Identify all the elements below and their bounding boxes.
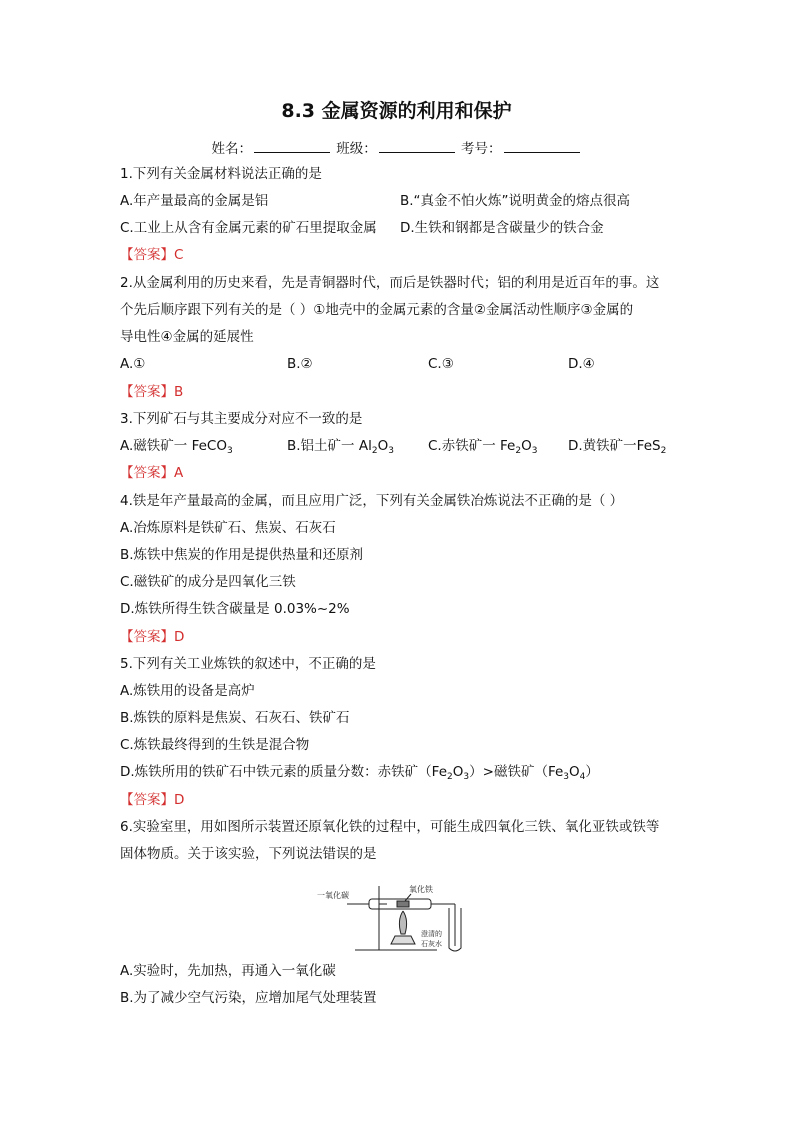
q1-option-c: C.工业上从含有金属元素的矿石里提取金属: [120, 220, 377, 236]
q2-stem-line1: 2.从金属利用的历史来看，先是青铜器时代，而后是铁器时代；铝的利用是近百年的事。这: [120, 275, 660, 291]
fe2o3-leader: [405, 894, 411, 901]
q4-option-a: A.冶炼原料是铁矿石、焦炭、石灰石: [120, 520, 336, 536]
q4-option-c: C.磁铁矿的成分是四氧化三铁: [120, 574, 296, 590]
q5-answer: 【答案】D: [120, 792, 185, 808]
limewater-label-2: 石灰水: [421, 940, 442, 948]
q1-option-d: D.生铁和钢都是含碳量少的铁合金: [400, 220, 604, 236]
name-blank[interactable]: [254, 140, 330, 153]
q4-stem: 4.铁是年产量最高的金属，而且应用广泛，下列有关金属铁冶炼说法不正确的是（ ）: [120, 493, 624, 509]
flame: [399, 911, 406, 934]
q1-option-b: B.“真金不怕火炼”说明黄金的熔点很高: [400, 193, 631, 209]
exam-label: 考号：: [461, 141, 502, 157]
apparatus-diagram: [317, 880, 477, 956]
q2-answer: 【答案】B: [120, 384, 184, 400]
q5-option-a: A.炼铁用的设备是高炉: [120, 683, 255, 699]
q5-option-c: C.炼铁最终得到的生铁是混合物: [120, 737, 310, 753]
q3-option-d: D.黄铁矿一FeS$_2$: [568, 438, 667, 456]
q6-option-a: A.实验时，先加热，再通入一氧化碳: [120, 963, 336, 979]
q3-answer: 【答案】A: [120, 465, 184, 481]
q6-option-b: B.为了减少空气污染，应增加尾气处理装置: [120, 990, 377, 1006]
q2-option-c: C.③: [428, 356, 454, 372]
q5-stem: 5.下列有关工业炼铁的叙述中，不正确的是: [120, 656, 376, 672]
q2-option-b: B.②: [287, 356, 313, 372]
q2-stem-line3: 导电性④金属的延展性: [120, 329, 254, 345]
q4-option-d: D.炼铁所得生铁含碳量是 0.03%~2%: [120, 601, 350, 617]
q6-stem-line2: 固体物质。关于该实验，下列说法错误的是: [120, 846, 377, 862]
student-info-row: [0, 137, 793, 157]
q3-option-c: C.赤铁矿一 $Fe_2O_3$: [428, 438, 538, 456]
class-blank[interactable]: [379, 140, 455, 153]
fe2o3-label: 氧化铁: [409, 885, 433, 894]
class-label: 班级：: [336, 141, 377, 157]
q1-option-a: A.年产量最高的金属是铝: [120, 193, 269, 209]
q5-option-d: D.炼铁所用的铁矿石中铁元素的质量分数：赤铁矿$(Fe_2O_3)>$磁铁矿$(Fe_3O_4)$: [120, 764, 599, 782]
co-label: 一氧化碳: [317, 891, 349, 900]
page-title: 8.3 金属资源的利用和保护: [281, 100, 512, 122]
limewater-label-1: 澄清的: [421, 930, 442, 938]
exam-number-blank[interactable]: [504, 140, 580, 153]
q3-stem: 3.下列矿石与其主要成分对应不一致的是: [120, 411, 363, 427]
q2-option-d: D.④: [568, 356, 595, 372]
iron-oxide-sample: [397, 901, 409, 907]
q3-option-a: A.磁铁矿一 FeCO$_3$: [120, 438, 233, 456]
q3-option-b: B.铝土矿一 $Al_2O_3$: [287, 438, 394, 456]
q4-answer: 【答案】D: [120, 629, 185, 645]
q1-answer: 【答案】C: [120, 247, 184, 263]
q2-stem-line2: 个先后顺序跟下列有关的是（ ）①地壳中的金属元素的含量②金属活动性顺序③金属的: [120, 302, 634, 318]
q4-option-b: B.炼铁中焦炭的作用是提供热量和还原剂: [120, 547, 364, 563]
q1-stem: 1.下列有关金属材料说法正确的是: [120, 166, 322, 182]
q5-option-b: B.炼铁的原料是焦炭、石灰石、铁矿石: [120, 710, 350, 726]
name-label: 姓名：: [211, 141, 252, 157]
q2-option-a: A.①: [120, 356, 146, 372]
q6-stem-line1: 6.实验室里，用如图所示装置还原氧化铁的过程中，可能生成四氧化三铁、氧化亚铁或铁等: [120, 819, 660, 835]
burner-body: [391, 936, 415, 944]
